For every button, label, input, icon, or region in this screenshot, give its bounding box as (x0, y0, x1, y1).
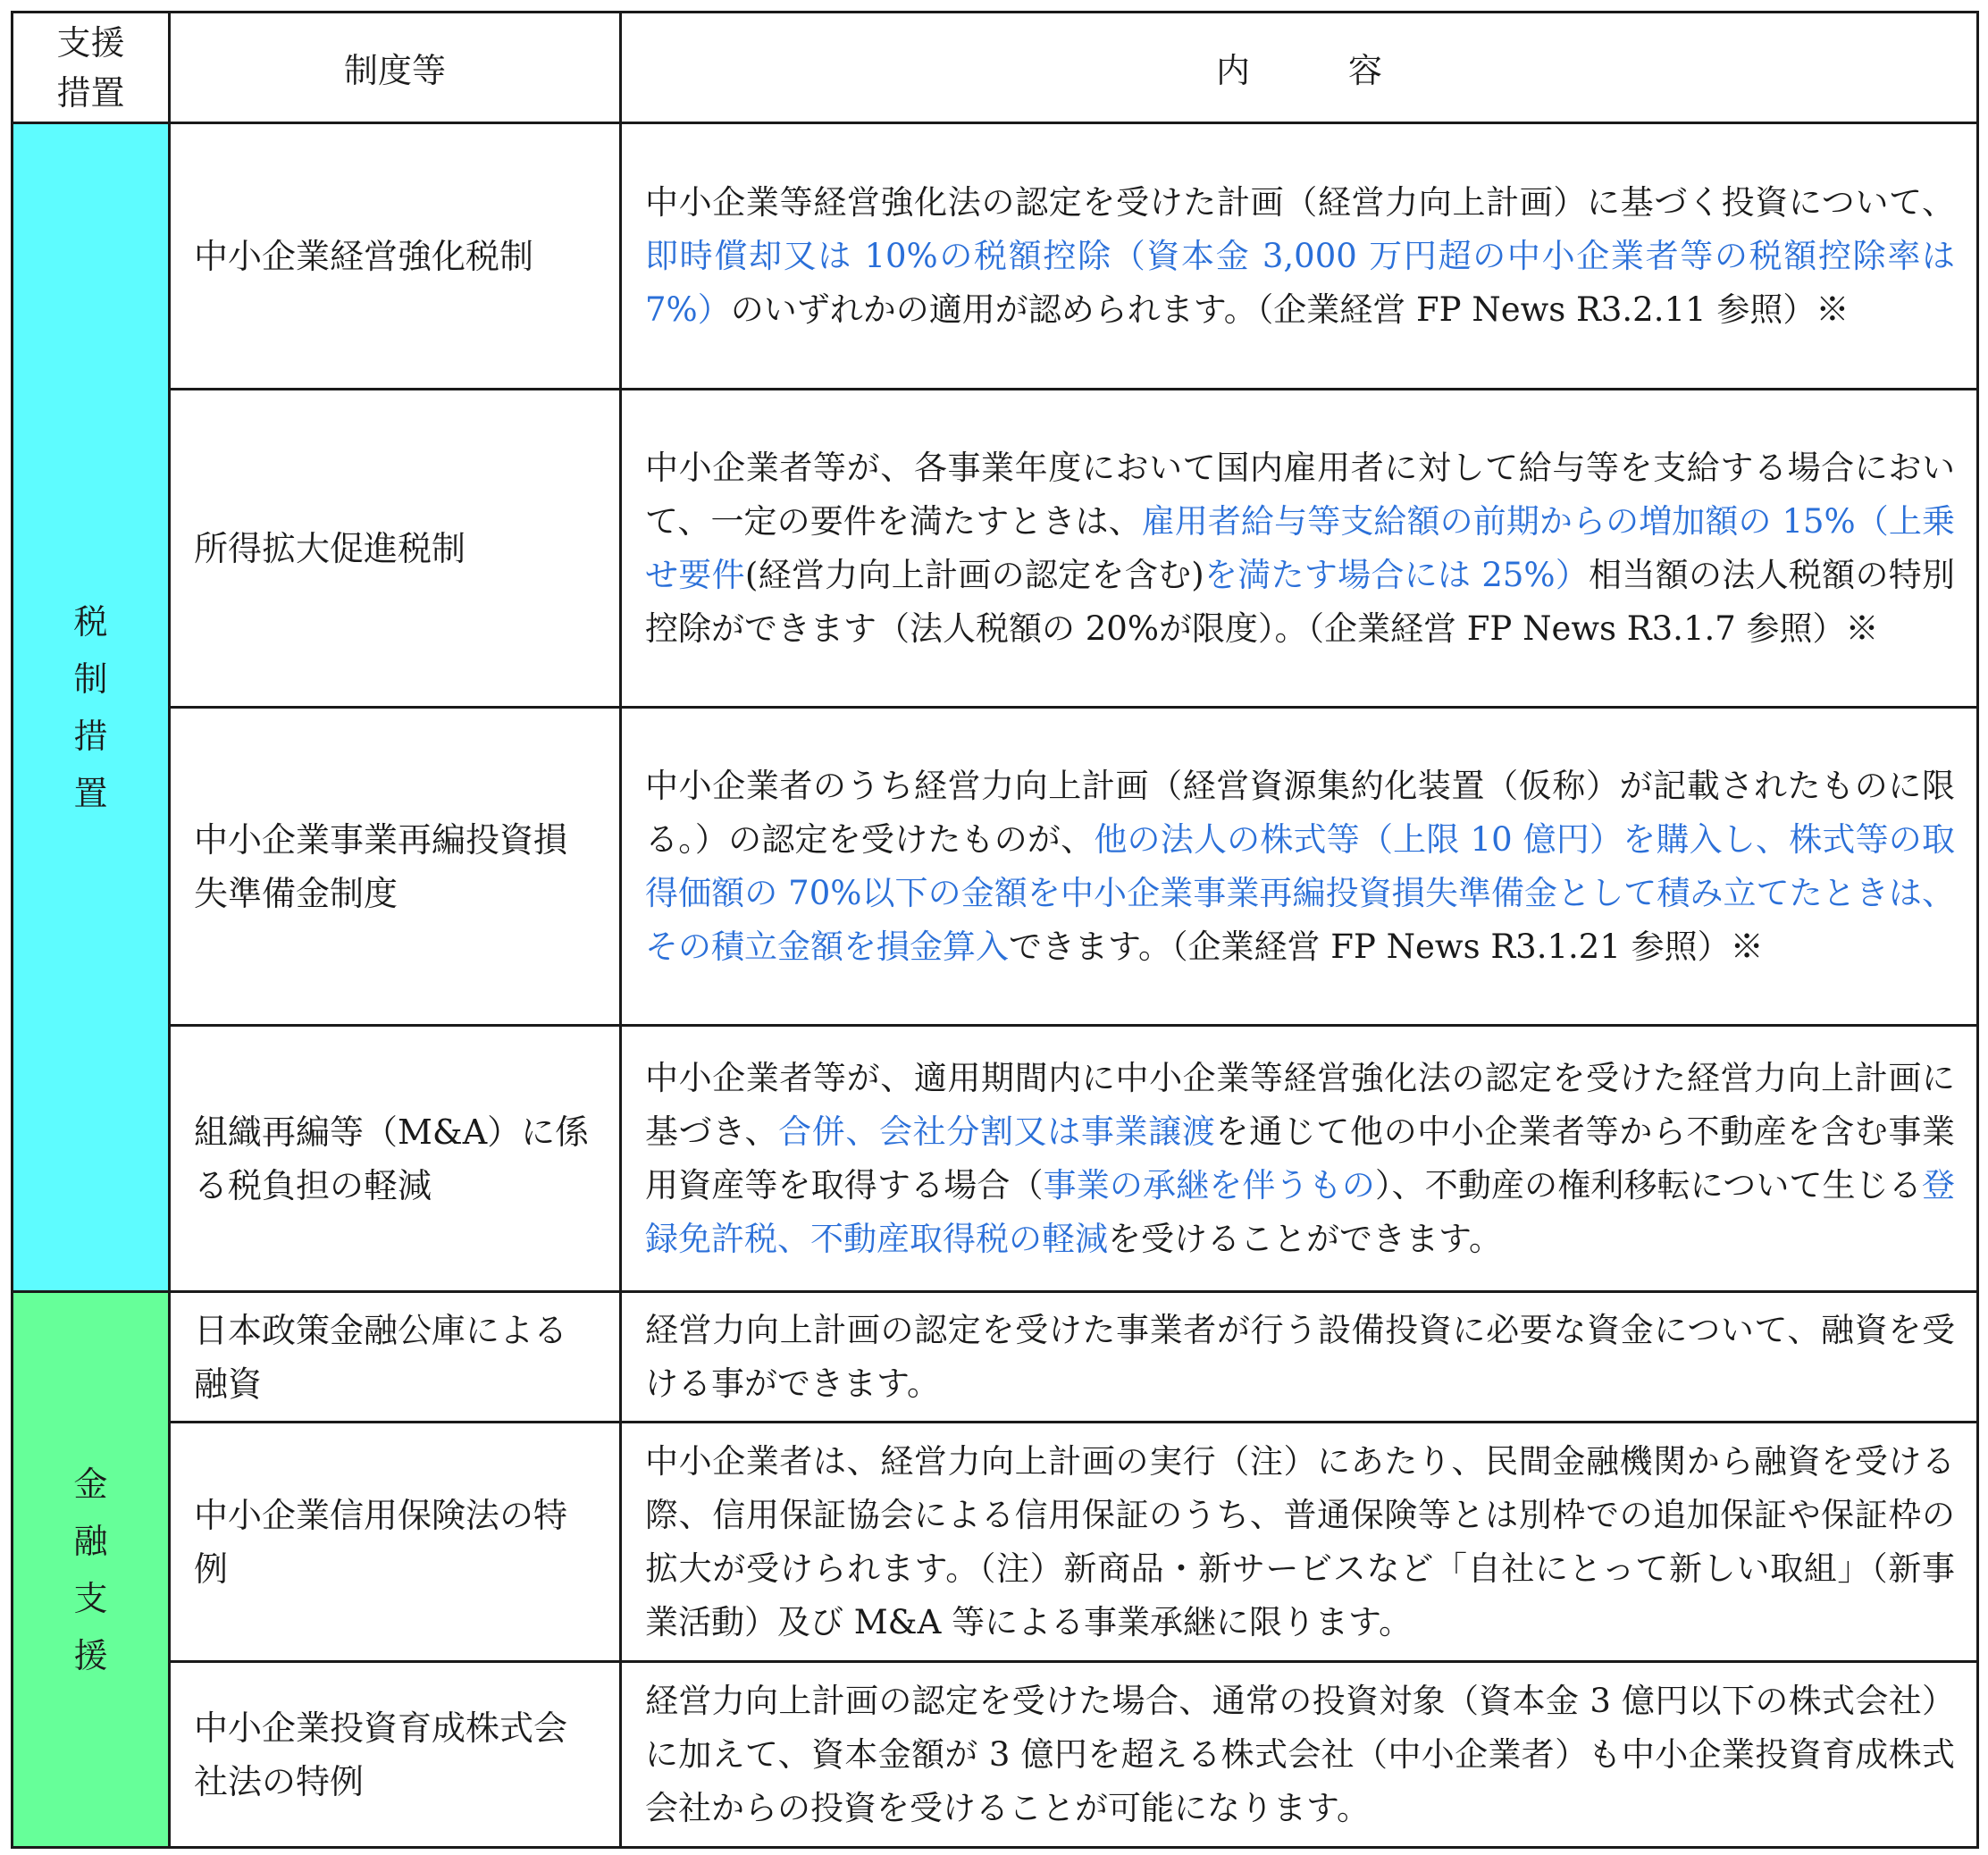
category-tax-char: 措 (73, 716, 108, 756)
content-highlight: 雇用者給与等支給額の前期からの増加額の 15%（上乗せ要件 (645, 501, 1955, 594)
category-tax-char: 置 (73, 773, 108, 813)
category-finance-char: 支 (73, 1578, 108, 1618)
content-highlight: を満たす場合には 25%） (1204, 555, 1590, 594)
content-text: 経営力向上計画の認定を受けた場合、通常の投資対象（資本金 3 億円以下の株式会社）に加えて、資本金額が 3 億円を超える株式会社（中小企業者）も中小企業投資育成株式会社からの投資を受けることが可能になります。 (645, 1681, 1955, 1827)
system-content (621, 1662, 1978, 1848)
header-category (13, 13, 170, 123)
table-row (13, 390, 1978, 708)
category-finance-char: 金 (73, 1464, 108, 1504)
content-text: を通じて他の中小企業者等から不動産を含む事業用資産等を取得する場合（ (645, 1112, 1956, 1204)
category-finance-char: 援 (73, 1635, 108, 1675)
content-highlight: 即時償却又は 10%の税額控除（資本金 3,000 万円超の中小企業者等の税額控除率は 7%） (645, 236, 1955, 329)
header-content-char1: 内 (1215, 51, 1250, 90)
content-highlight: 合併、会社分割又は事業譲渡 (778, 1112, 1216, 1151)
table-row (13, 1026, 1978, 1292)
system-content (621, 1423, 1978, 1662)
category-tax-measures (13, 123, 170, 1292)
content-text: 中小企業者のうち経営力向上計画（経営資源集約化装置（仮称）が記載されたものに限る。）の認定を受けたものが、 (645, 766, 1955, 859)
content-text: 中小企業者等が、各事業年度において国内雇用者に対して給与等を支給する場合において、一定の要件を満たすときは、 (645, 448, 1955, 541)
header-content-char2: 容 (1348, 51, 1383, 90)
content-text: 中小企業者等が、適用期間内に中小企業等経営強化法の認定を受けた経営力向上計画に基づき、 (645, 1058, 1955, 1151)
header-category-line1: 支援 (56, 22, 125, 63)
content-text: 経営力向上計画の認定を受けた事業者が行う設備投資に必要な資金について、融資を受ける事ができます。 (645, 1310, 1955, 1403)
category-financial-support (13, 1292, 170, 1848)
content-text: 中小企業等経営強化法の認定を受けた計画（経営力向上計画）に基づく投資について、 (645, 182, 1955, 222)
table-row (13, 123, 1978, 390)
content-highlight: 登録免許税、不動産取得税の軽減 (645, 1165, 1956, 1258)
content-text: のいずれかの適用が認められます。（企業経営 FP News R3.2.11 参照）※ (730, 290, 1850, 329)
table-row (13, 1292, 1978, 1423)
system-name: 中小企業投資育成株式会社法の特例 (170, 1662, 621, 1848)
support-measures-table (11, 11, 1979, 1849)
system-content (621, 1026, 1978, 1292)
header-row (13, 13, 1978, 123)
content-text: できます。（企業経営 FP News R3.1.21 参照）※ (1009, 927, 1764, 966)
system-name: 日本政策金融公庫による融資 (170, 1292, 621, 1423)
header-system: 制度等 (170, 13, 621, 123)
category-tax-char: 制 (73, 659, 108, 699)
system-content (621, 1292, 1978, 1423)
content-highlight: 事業の承継を伴うもの (1043, 1165, 1375, 1204)
table-row (13, 1662, 1978, 1848)
system-name: 中小企業経営強化税制 (170, 123, 621, 390)
category-finance-char: 融 (73, 1521, 108, 1561)
content-text: 相当額の法人税額の特別控除ができます（法人税額の 20%が限度）。（企業経営 FP News R3.1.7 参照）※ (645, 555, 1956, 648)
system-name: 中小企業信用保険法の特例 (170, 1423, 621, 1662)
content-highlight: 他の法人の株式等（上限 10 億円）を購入し、株式等の取得価額の 70%以下の金額を中小企業事業再編投資損失準備金として積み立てたときは、その積立金額を損金算入 (645, 819, 1956, 966)
content-text: を受けることができます。 (1108, 1219, 1503, 1258)
header-content (621, 13, 1978, 123)
system-content (621, 708, 1978, 1026)
system-content (621, 123, 1978, 390)
content-text: 中小企業者は、経営力向上計画の実行（注）にあたり、民間金融機関から融資を受ける際、信用保証協会による信用保証のうち、普通保険等とは別枠での追加保証や保証枠の拡大が受けられます。（注）新商品・新サービスなど「自社にとって新しい取組」（新事業活動）及び M&A 等による事業承継に限ります。 (645, 1441, 1955, 1641)
content-text: ）、不動産の権利移転について生じる (1374, 1165, 1923, 1204)
system-name: 所得拡大促進税制 (170, 390, 621, 708)
category-tax-char: 税 (73, 601, 108, 642)
content-text: (経営力向上計画の認定を含む) (744, 555, 1204, 594)
header-category-line2: 措置 (56, 72, 125, 113)
system-name: 中小企業事業再編投資損失準備金制度 (170, 708, 621, 1026)
table-row (13, 1423, 1978, 1662)
system-content (621, 390, 1978, 708)
table-row (13, 708, 1978, 1026)
system-name: 組織再編等（M&A）に係る税負担の軽減 (170, 1026, 621, 1292)
